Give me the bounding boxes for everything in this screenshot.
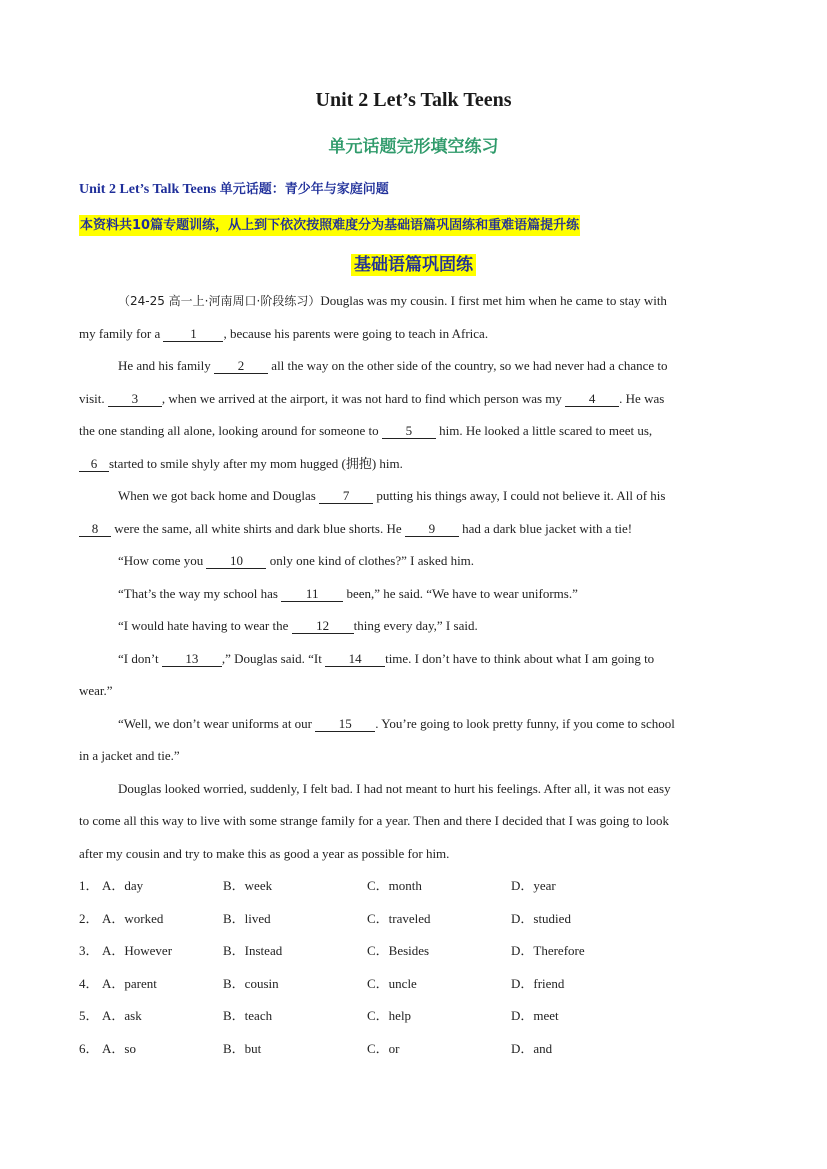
section-heading-text: 基础语篇巩固练 xyxy=(351,254,476,276)
blank-10[interactable]: 10 xyxy=(206,554,266,569)
passage-text: been,” he said. “We have to wear uniforms.” xyxy=(343,586,578,601)
passage-text: , because his parents were going to teach in Africa. xyxy=(223,326,489,341)
blank-8[interactable]: 8 xyxy=(79,522,111,537)
passage-line-14 xyxy=(118,715,749,733)
passage-text: all the way on the other side of the country, so we had never had a chance to xyxy=(268,358,668,373)
passage-text: were the same, all white shirts and dark blue shorts. He xyxy=(111,521,405,536)
passage-text: started to smile shyly after my mom hugged (拥抱) him. xyxy=(109,456,403,471)
passage-text: Douglas was my cousin. I first met him when he came to stay with xyxy=(320,293,667,308)
blank-14[interactable]: 14 xyxy=(325,652,385,667)
option-d[interactable]: D．year xyxy=(511,878,556,893)
option-d[interactable]: D．Therefore xyxy=(511,943,585,958)
option-d[interactable]: D．studied xyxy=(511,911,571,926)
option-a[interactable]: A．worked xyxy=(102,911,164,926)
passage-source: （24-25 高一上·河南周口·阶段练习） xyxy=(118,294,321,308)
passage-line-2 xyxy=(79,325,749,343)
passage-text: “I don’t xyxy=(118,651,162,666)
passage-line-3 xyxy=(118,357,749,375)
blank-9[interactable]: 9 xyxy=(405,522,459,537)
passage-line-1 xyxy=(118,292,749,310)
passage-line-15: in a jacket and tie.” xyxy=(79,748,180,763)
passage-line-10 xyxy=(118,585,749,603)
passage-line-7 xyxy=(118,487,749,505)
option-c[interactable]: C．traveled xyxy=(367,911,431,926)
question-number: 5． xyxy=(79,1008,99,1023)
passage-line-11 xyxy=(118,617,749,635)
passage-text: “How come you xyxy=(118,553,207,568)
blank-7[interactable]: 7 xyxy=(319,489,373,504)
option-d[interactable]: D．and xyxy=(511,1041,553,1056)
option-a[interactable]: A．ask xyxy=(102,1008,142,1023)
option-c[interactable]: C．month xyxy=(367,878,422,893)
passage-text: He and his family xyxy=(118,358,215,373)
blank-3[interactable]: 3 xyxy=(108,392,162,407)
passage-text: “Well, we don’t wear uniforms at our xyxy=(118,716,316,731)
passage-text: had a dark blue jacket with a tie! xyxy=(458,521,633,536)
question-number: 3． xyxy=(79,943,99,958)
passage-text: , when we arrived at the airport, it was not hard to find which person was my xyxy=(161,391,566,406)
passage-text: visit. xyxy=(79,391,108,406)
blank-5[interactable]: 5 xyxy=(382,424,436,439)
option-b[interactable]: B．but xyxy=(223,1041,262,1056)
question-number: 1． xyxy=(79,878,99,893)
blank-15[interactable]: 15 xyxy=(315,717,375,732)
passage-text: time. I don’t have to think about what I am going to xyxy=(385,651,655,666)
option-c[interactable]: C．uncle xyxy=(367,976,417,991)
topic-zh: 单元话题：青少年与家庭问题 xyxy=(219,182,389,197)
document-title: Unit 2 Let’s Talk Teens xyxy=(315,89,512,111)
option-b[interactable]: B．lived xyxy=(223,911,271,926)
question-number: 4． xyxy=(79,976,99,991)
passage-line-16: Douglas looked worried, suddenly, I felt bad. I had not meant to hurt his feelings. After all, it was not easy xyxy=(118,781,671,796)
question-number: 2． xyxy=(79,911,99,926)
passage-text: . He was xyxy=(619,391,665,406)
option-b[interactable]: B．Instead xyxy=(223,943,283,958)
option-d[interactable]: D．meet xyxy=(511,1008,559,1023)
option-b[interactable]: B．cousin xyxy=(223,976,279,991)
passage-line-18: after my cousin and try to make this as good a year as possible for him. xyxy=(79,846,450,861)
document-subtitle: 单元话题完形填空练习 xyxy=(328,137,499,157)
unit-topic xyxy=(79,178,389,198)
blank-12[interactable]: 12 xyxy=(292,619,354,634)
blank-13[interactable]: 13 xyxy=(162,652,222,667)
passage-line-12 xyxy=(118,650,749,668)
passage-text: . You’re going to look pretty funny, if you come to school xyxy=(375,716,675,731)
passage-text: putting his things away, I could not believe it. All of his xyxy=(373,488,666,503)
option-b[interactable]: B．teach xyxy=(223,1008,273,1023)
passage-text: him. He looked a little scared to meet us, xyxy=(435,423,653,438)
option-d[interactable]: D．friend xyxy=(511,976,565,991)
passage-line-4 xyxy=(79,390,749,408)
passage-line-13: wear.” xyxy=(79,683,113,698)
passage-line-5 xyxy=(79,422,749,440)
passage-line-8 xyxy=(79,520,749,538)
passage-text: thing every day,” I said. xyxy=(353,618,478,633)
question-number: 6． xyxy=(79,1041,99,1056)
passage-line-6 xyxy=(79,455,749,473)
option-a[interactable]: A．parent xyxy=(102,976,157,991)
passage-text: my family for a xyxy=(79,326,164,341)
passage-text: ,” Douglas said. “It xyxy=(221,651,326,666)
option-c[interactable]: C．Besides xyxy=(367,943,430,958)
option-a[interactable]: A．However xyxy=(102,943,173,958)
blank-1[interactable]: 1 xyxy=(163,327,223,342)
notice-banner: 本资料共10篇专题训练，从上到下依次按照难度分为基础语篇巩固练和重难语篇提升练 xyxy=(79,215,580,236)
section-heading xyxy=(0,250,827,275)
passage-text: “That’s the way my school has xyxy=(118,586,282,601)
blank-2[interactable]: 2 xyxy=(214,359,268,374)
option-a[interactable]: A．so xyxy=(102,1041,136,1056)
topic-en: Unit 2 Let’s Talk Teens xyxy=(79,182,220,197)
passage-line-17: to come all this way to live with some strange family for a year. Then and there I decided that I was going to look xyxy=(79,813,670,828)
passage-text: only one kind of clothes?” I asked him. xyxy=(266,553,475,568)
option-c[interactable]: C．help xyxy=(367,1008,412,1023)
passage-text: the one standing all alone, looking around for someone to xyxy=(79,423,382,438)
blank-4[interactable]: 4 xyxy=(565,392,619,407)
blank-11[interactable]: 11 xyxy=(281,587,343,602)
passage-line-9 xyxy=(118,552,749,570)
option-b[interactable]: B．week xyxy=(223,878,273,893)
blank-6[interactable]: 6 xyxy=(79,457,109,472)
passage-text: When we got back home and Douglas xyxy=(118,488,320,503)
option-a[interactable]: A．day xyxy=(102,878,144,893)
passage-text: “I would hate having to wear the xyxy=(118,618,292,633)
option-c[interactable]: C．or xyxy=(367,1041,400,1056)
